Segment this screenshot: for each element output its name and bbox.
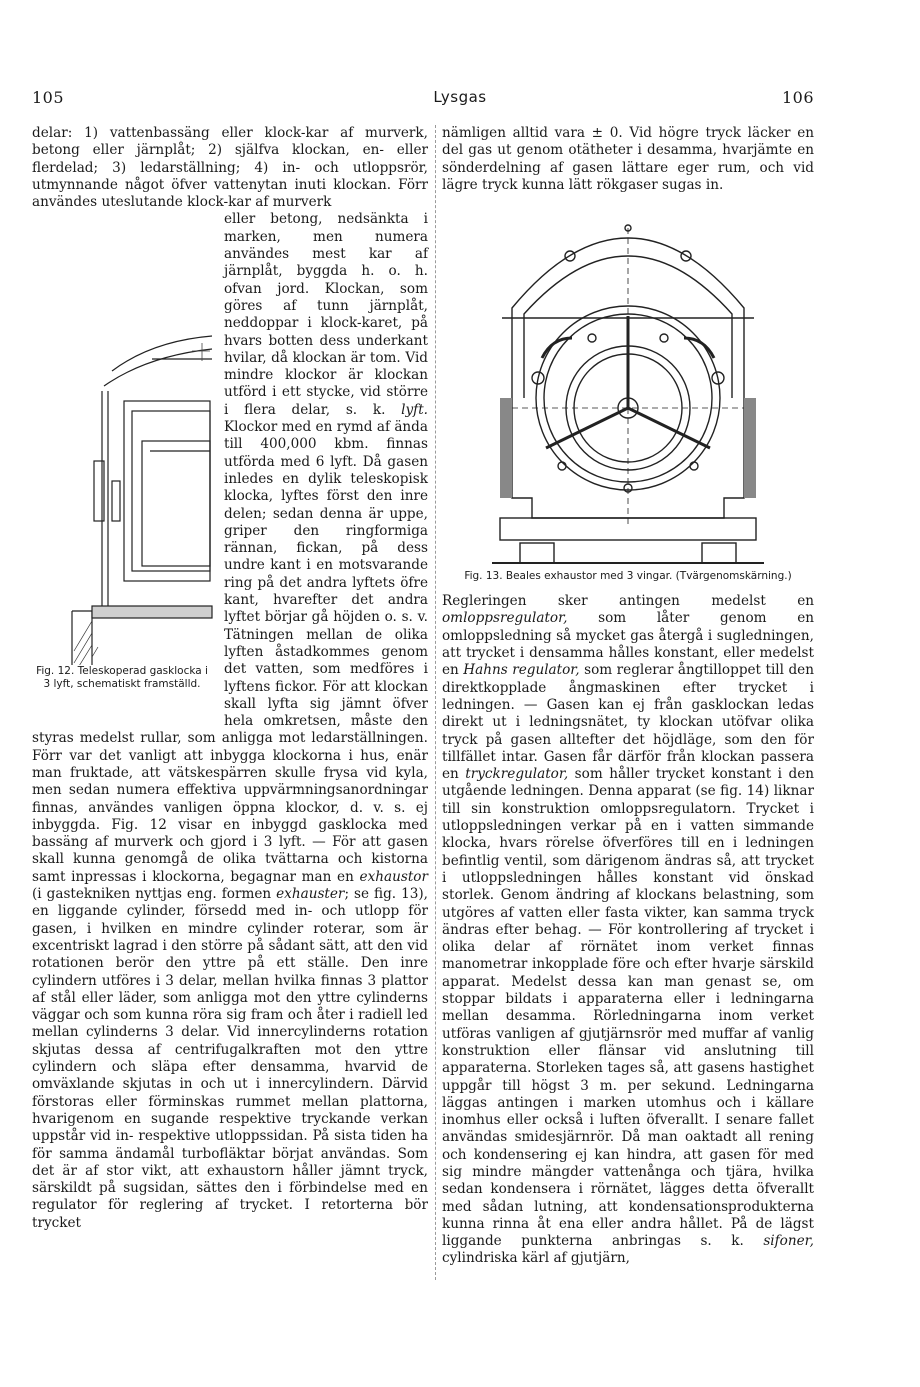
right-term-hahns: Hahns regulator, <box>463 662 580 679</box>
right-term-tryckregulator: tryckregulator, <box>465 766 569 783</box>
left-column <box>32 125 428 1232</box>
left-wrapped-section <box>32 211 428 1232</box>
figure-13-caption: Fig. 13. Beales exhaustor med 3 vingar. (Tvärgenomskärning.) <box>464 570 792 583</box>
right-column <box>442 125 814 1268</box>
exhaustor-drawing <box>442 198 814 568</box>
left-intro-paragraph: delar: 1) vattenbassäng eller klock-kar af murverk, betong eller järnplåt; 2) själfva klockan, en- eller flerdelad; 3) ledarställning; 4) in- och utloppsrör, utmynnande något öfver vattenytan inuti klockan. Förr användes uteslutande klock-kar af murverk <box>32 125 428 211</box>
page-number-left: 105 <box>32 88 65 107</box>
page-number-right: 106 <box>781 88 814 107</box>
right-term-sifoner: sifoner, <box>763 1233 814 1250</box>
right-p2-a: Regleringen sker antingen medelst en <box>442 593 814 610</box>
left-text-d: ; se fig. 13), en liggande cylinder, försedd med in- och utlopp för gasen, i hvilken en mindre cylinder roterar, som är excentriskt lagrad i den större på sådant sätt, att den vid rotationen berör den yttre på ett ställe. Den inre cylindern utföres i 3 delar, mellan hvilka finnas 3 plattor af stål eller läder, som anligga mot den yttre cylinderns väggar och som kunna röra sig fram och åter i radiell led mellan cylinderns 3 delar. Vid innercylinderns rotation skjutas dessa af centrifugalkraften mot den yttre cylindern och släpa efter densamma, hvarvid de omväxlande skjutas in och ut i innercylindern. Därvid förstoras eller förminskas rummet mellan plattorna, hvarigenom en sugande respektive tryckande verkan uppstår vid in- respektive utloppssidan. På sista tiden ha för samma ändamål turbofläktar börjat användas. Som det är af stor vikt, att exhaustorn håller jämnt tryck, särskildt på sugsidan, sättes den i förbindelse med en regulator för reglering af trycket. I retorterna bör trycket <box>32 886 428 1231</box>
right-p2-d: som håller trycket konstant i den utgående ledningen. Denna apparat (se fig. 14) liknar till sin konstruktion omloppsregulatorn. Trycket i utloppsledningen verkar på en i vatten simmande klocka, hvars rörelse öfverföres till en i ledningen befintlig ventil, som därigenom ändras så, att trycket i utloppsledningen hålles konstant vid önskad storlek. Genom ändring af klockans belastning, som utgöres af vatten eller fasta vikter, kan samma tryck ändras efter behag. — För kontrollering af trycket i olika delar af rörnätet inom verket finnas manometrar inkopplade före och efter hvarje särskild apparat. Medelst dessa kan man genast se, om stoppar bildats i apparaterna eller i ledningarna mellan desamma. Rörledningarna inom verket utföras vanligen af gjutjärnsrör med muffar af vanlig konstruktion eller flänsar vid anslutning till apparaterna. Storleken tages så, att gasens hastighet uppgår till högst 3 m. per sekund. Ledningarna läggas antingen i marken utomhus och i källare inomhus eller också i luften öfverallt. I senare fallet användas smidesjärnrör. Då man oaktadt all rening och kondensering ej kan hindra, att gasen för med sig mindre mängder vattenånga och tjära, hvilka sedan kondensera i rörnätet, lägges detta öfverallt med sådan lutning, att kondensationsprodukterna kunna rinna åt ena eller andra hållet. På de lägst liggande punkterna anbringas s. k. <box>442 766 814 1250</box>
left-term-lyft: lyft. <box>401 401 428 418</box>
right-p2-c: som reglerar ångtilloppet till den direktkopplade ångmaskinen efter trycket i ledningen. — Gasen kan ej från gasklockan ledas direkt ut i ledningsnätet, ty klockan utöfvar olika tryck på gasen alltefter det höjdläge, som den för tillfället intar. Gasen får därför från klockan passera en <box>442 662 814 783</box>
left-text-c: (i gastekniken nyttjas eng. formen <box>32 886 277 903</box>
running-title: Lysgas <box>433 88 487 106</box>
figure-13 <box>442 198 814 568</box>
left-wrap-text-b: Klockor med en rymd af ända till 400,000 kbm. finnas utförda med 6 lyft. Då gasen inledes en dylik teleskopisk klocka, lyftes först den inre delen; sedan denna är uppe, griper den ringformiga rännan, fickan, på dess undre kant i en motsvarande ring på det andra lyftets öfre kant, hvarefter det andra lyftet börjar gå höjden o. s. v. Tätningen mellan de olika lyften åstadkommes genom det vatten, som medföres i lyftens fickor. För att klockan skall lyfta sig jämnt öfver hela omkretsen, måste den styras medelst rullar, som anligga mot ledarställningen. Förr var det vanligt att inbygga klockorna i hus, enär man fruktade, att vätskespärren skulle frysa vid kyla, men sedan numera effektiva uppvärmningsanordningar finnas, användes vanligen öppna klockor, d. v. s. ej inbyggda. Fig. 12 visar en inbyggd gasklocka med bassäng af murverk och gjord i 3 lyft. — För att gasen skall kunna genomgå de olika tvättarna och kistorna samt inpressas i klockorna, begagnar man en <box>32 419 428 885</box>
left-term-exhaustor: exhaustor <box>359 868 428 885</box>
column-divider <box>435 125 436 1280</box>
gasholder-drawing <box>32 211 218 665</box>
left-wrap-text-a: eller betong, nedsänkta i marken, men numera användes mest kar af järnplåt, byggda h. o. h. ofvan jord. Klockan, som göres af tunn järnplåt, neddoppar i klock-karet, på hvars botten dess underkant hvilar, då klockan är tom. Vid mindre klockor är klockan utförd i ett stycke, vid större i flera delar, s. k. <box>224 211 428 418</box>
right-intro-paragraph: nämligen alltid vara ± 0. Vid högre tryck läcker en del gas ut genom otätheter i desamma, hvarjämte en sönderdelning af gasen lättare eger rum, och vid lägre tryck kunna lätt rökgaser sugas in. <box>442 125 814 193</box>
left-term-exhauster: exhauster <box>276 886 345 903</box>
figure-12 <box>32 211 218 717</box>
right-regulation-paragraph <box>442 593 814 1268</box>
right-p2-e: cylindriska kärl af gjutjärn, <box>442 1250 630 1267</box>
right-p2-b: som låter genom en omloppsledning så mycket gas återgå i sugledningen, att trycket i densamma hålles konstant, eller medelst en <box>442 610 814 679</box>
right-term-omloppsregulator: omloppsregulator, <box>442 610 568 627</box>
figure-12-caption: Fig. 12. Teleskoperad gasklocka i 3 lyft, schematiskt framställd. <box>36 665 208 691</box>
